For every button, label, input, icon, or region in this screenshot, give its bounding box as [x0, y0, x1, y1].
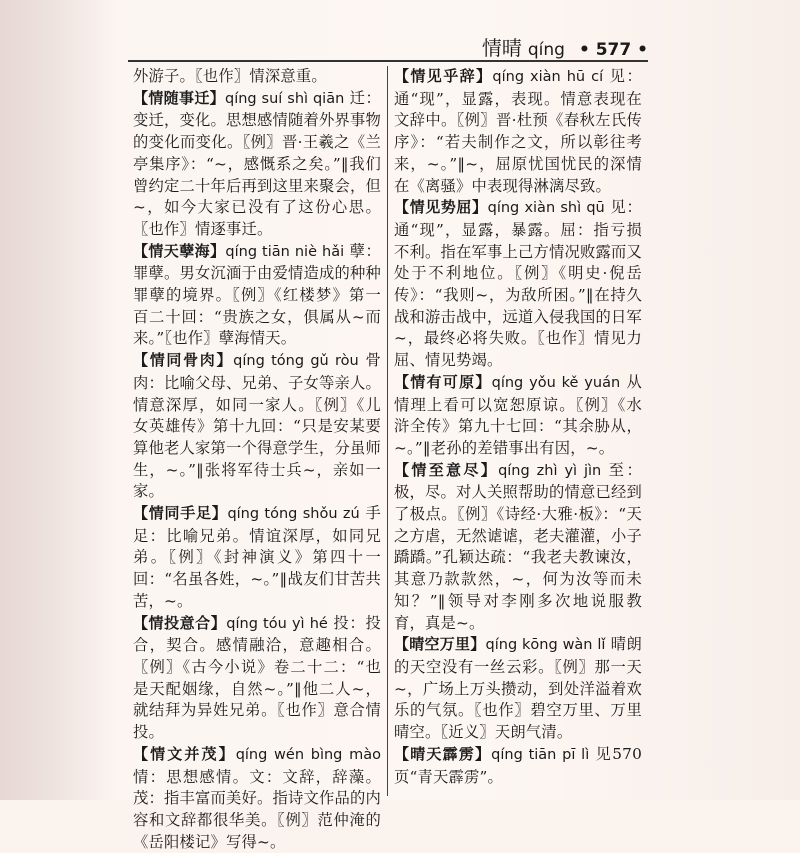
- entry-pinyin: qíng tóu yì hé: [226, 615, 328, 632]
- header-pinyin: qíng: [527, 40, 565, 60]
- entry-pinyin: qíng tiān niè hǎi: [225, 243, 345, 260]
- entry-pinyin: qíng zhì yì jìn: [498, 462, 602, 479]
- entry-definition: 情：思想感情。文：文辞，辞藻。茂：指丰富而美好。指诗文作品的内容和文辞都很华美。〖例〗范仲淹的《岳阳楼记》写得~。: [133, 767, 381, 851]
- entry-pinyin: qíng xiàn hū cí: [492, 69, 604, 85]
- entry-headword: 【晴空万里】: [394, 635, 486, 654]
- dictionary-entry: [394, 66, 642, 197]
- entry-headword: 【情文并茂】: [133, 744, 236, 763]
- dictionary-entry: [133, 503, 381, 613]
- page-number: • 577 •: [578, 40, 648, 60]
- entry-headword: 【情见乎辞】: [394, 67, 493, 85]
- entry-headword: 【情至意尽】: [394, 460, 499, 479]
- dictionary-entry: [394, 634, 642, 744]
- entry-headword: 【情随事迁】: [133, 88, 225, 107]
- entry-definition: 手足：比喻兄弟。情谊深厚，如同兄弟。〖例〗《封神演义》第四十一回：“名虽各姓，~。”‖战友们甘苦共苦，~。: [133, 504, 381, 610]
- entry-headword: 【情同骨肉】: [133, 351, 234, 370]
- continuation-text: 外游子。〖也作〗情深意重。: [133, 67, 327, 85]
- dictionary-entry: [133, 613, 381, 744]
- entry-definition: 见570页“青天霹雳”。: [394, 744, 642, 786]
- entry-pinyin: qíng yǒu kě yuán: [491, 374, 621, 391]
- entry-pinyin: qíng tóng shǒu zú: [227, 506, 360, 523]
- dictionary-entry: [133, 88, 381, 241]
- entry-definition: 孽：罪孽。男女沉湎于由爱情造成的种种罪孽的境界。〖例〗《红楼梦》第一百二十回：“贵族之女，俱属从~而来。”〖也作〗孽海情天。: [133, 241, 381, 348]
- dictionary-entry: [394, 460, 642, 635]
- dictionary-entry: [394, 372, 642, 460]
- entry-definition: 晴朗的天空没有一丝云彩。〖例〗那一天~，广场上万头攒动，到处洋溢着欢乐的气氛。〖也作〗碧空万里、万里晴空。〖近义〗天朗气清。: [394, 635, 643, 742]
- entry-headword: 【情有可原】: [394, 372, 492, 391]
- entry-definition: 迁：变迁，变化。思想感情随着外界事物的变化而变化。〖例〗晋·王羲之《兰亭集序》：“~，感慨系之矣。”‖我们曾约定二十年后再到这里来聚会，但~，如今大家已没有了这份心思。〖也作〗情逐事迁。: [133, 88, 381, 238]
- running-head: [482, 32, 648, 61]
- entry-headword: 【情投意合】: [133, 613, 227, 632]
- entry-definition: 至：极，尽。对人关照帮助的情意已经到了极点。〖例〗《诗经·大雅·板》：“天之方虐，无然谑谑，老夫灌灌，小子蹻蹻。”孔颖达疏：“我老夫教谏汝，其意乃款款然，~，何为汝等而未知？”‖领导对李刚多次地说服教育，真是~。: [394, 460, 642, 632]
- left-column: [133, 66, 381, 851]
- dictionary-entry: [133, 744, 381, 853]
- entry-definition: 见：通“现”，显露，表现。情意表现在文辞中。〖例〗晋·杜预《春秋左氏传序》：“若夫制作之文，所以彰往考来，~。”‖~，屈原忧国忧民的深情在《离骚》中表现得淋漓尽致。: [394, 67, 642, 195]
- entry-pinyin: qíng tiān pī lì: [491, 746, 590, 763]
- entry-headword: 【情见势屈】: [394, 198, 488, 217]
- header-headword: 情晴: [481, 36, 522, 60]
- entry-pinyin: qíng xiàn shì qū: [487, 200, 605, 217]
- entry-headword: 【情同手足】: [133, 504, 228, 523]
- dictionary-entry: [394, 744, 642, 788]
- dictionary-entry: [133, 350, 381, 503]
- entry-headword: 【晴天霹雳】: [394, 744, 492, 763]
- entry-definition: 见：通“现”，显露，暴露。屈：指亏损不利。指在军事上己方情况败露而又处于不利地位。〖例〗《明史·倪岳传》：“我则~，为敌所困。”‖在持久战和游击战中，远道入侵我国的日军~，最终必将失败。〖也作〗情见力屈、情见势竭。: [394, 198, 642, 370]
- dictionary-entry: [394, 197, 642, 372]
- entry-headword: 【情天孽海】: [133, 241, 226, 260]
- header-rule: [128, 60, 648, 62]
- page-binding-shadow: [0, 0, 118, 800]
- right-column: [394, 66, 642, 796]
- entry-pinyin: qíng kōng wàn lǐ: [485, 637, 606, 654]
- entry-definition: 从情理上看可以宽恕原谅。〖例〗《水浒全传》第九十七回：“其余胁从，~。”‖老孙的差错事出有因，~。: [394, 372, 642, 457]
- entry-pinyin: qíng wén bìng mào: [235, 746, 381, 763]
- entry-definition: 骨肉：比喻父母、兄弟、子女等亲人。情意深厚，如同一家人。〖例〗《儿女英雄传》第十九回：“只是安某要算他老人家第一个得意学生，分虽师生，~。”‖张将军待士兵~，亲如一家。: [133, 351, 381, 501]
- entry-pinyin: qíng suí shì qiān: [224, 90, 345, 107]
- entry-definition: 投：投合，契合。感情融洽，意趣相合。〖例〗《古今小说》卷二十二：“也是天配姻缘，自然~。”‖他二人~，就结拜为异姓兄弟。〖也作〗意合情投。: [133, 613, 381, 742]
- page-header: [128, 30, 648, 60]
- column-divider: [387, 66, 388, 796]
- dictionary-entry: [133, 241, 381, 351]
- entry-pinyin: qíng tóng gǔ ròu: [233, 353, 359, 370]
